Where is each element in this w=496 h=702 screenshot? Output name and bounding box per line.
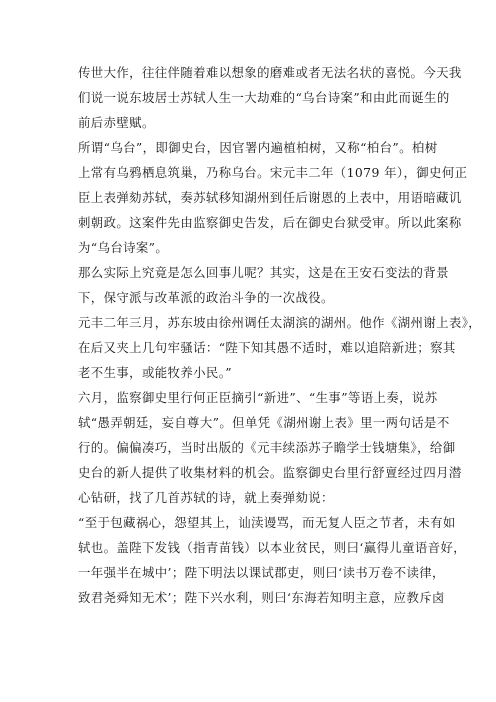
text-line: 致君尧舜知无术’；陛下兴水利，则曰‘东海若知明主意，应教斥卤 (78, 590, 445, 605)
text-line: 心钻研，找了几首苏轼的诗，就上奏弹劾说： (78, 490, 334, 505)
text-line: 一年强半在城中’；陛下明法以课试郡吏，则曰‘读书万卷不读律， (78, 565, 445, 580)
text-line: 为“乌台诗案”。 (78, 240, 169, 255)
text-line: 臣上表弹劾苏轼，奏苏轼移知湖州到任后谢恩的上表中，用语暗藏讥 (78, 190, 462, 205)
text-line: 刺朝政。这案件先由监察御史告发，后在御史台狱受审。所以此案称 (78, 215, 462, 230)
text-line: 行的。偏偏凑巧，当时出版的《元丰续添苏子瞻学士钱塘集》，给御 (78, 440, 456, 455)
text-line: 史台的新人提供了收集材料的机会。监察御史台里行舒亶经过四月潜 (78, 465, 462, 480)
text-line: 元丰二年三月，苏东坡由徐州调任太湖滨的湖州。他作《湖州谢上表》， (78, 315, 482, 330)
text-line: 下，保守派与改革派的政治斗争的一次战役。 (78, 290, 334, 305)
text-line: 轼“愚弄朝廷，妄自尊大”。但单凭《湖州谢上表》里一两句话是不 (78, 415, 450, 430)
text-line: 在后又夹上几句牢骚话：“陛下知其愚不适时，难以追陪新进；察其 (78, 340, 456, 355)
text-line: 上常有乌鸦栖息筑巢，乃称乌台。宋元丰二年（1079 年），御史何正 (78, 165, 468, 180)
text-line: 所谓“乌台”，即御史台，因官署内遍植柏树，又称“柏台”。柏树 (78, 140, 438, 155)
text-line: 六月，监察御史里行何正臣摘引“新进”、“生事”等语上奏，说苏 (78, 390, 438, 405)
text-line: 那么实际上究竟是怎么回事儿呢？其实，这是在王安石变法的背景 (78, 265, 449, 280)
text-line: 传世大作，往往伴随着难以想象的磨难或者无法名状的喜悦。今天我 (78, 65, 462, 80)
text-line: 老不生事，或能牧养小民。” (78, 365, 233, 380)
text-line: 们说一说东坡居士苏轼人生一大劫难的“乌台诗案”和由此而诞生的 (78, 90, 450, 105)
text-line: 轼也。盖陛下发钱（指青苗钱）以本业贫民，则曰‘赢得儿童语音好， (78, 540, 467, 555)
text-line: “至于包藏祸心，怨望其上，讪渎谩骂，而无复人臣之节者，未有如 (78, 515, 456, 530)
text-line: 前后赤壁赋。 (78, 115, 155, 130)
